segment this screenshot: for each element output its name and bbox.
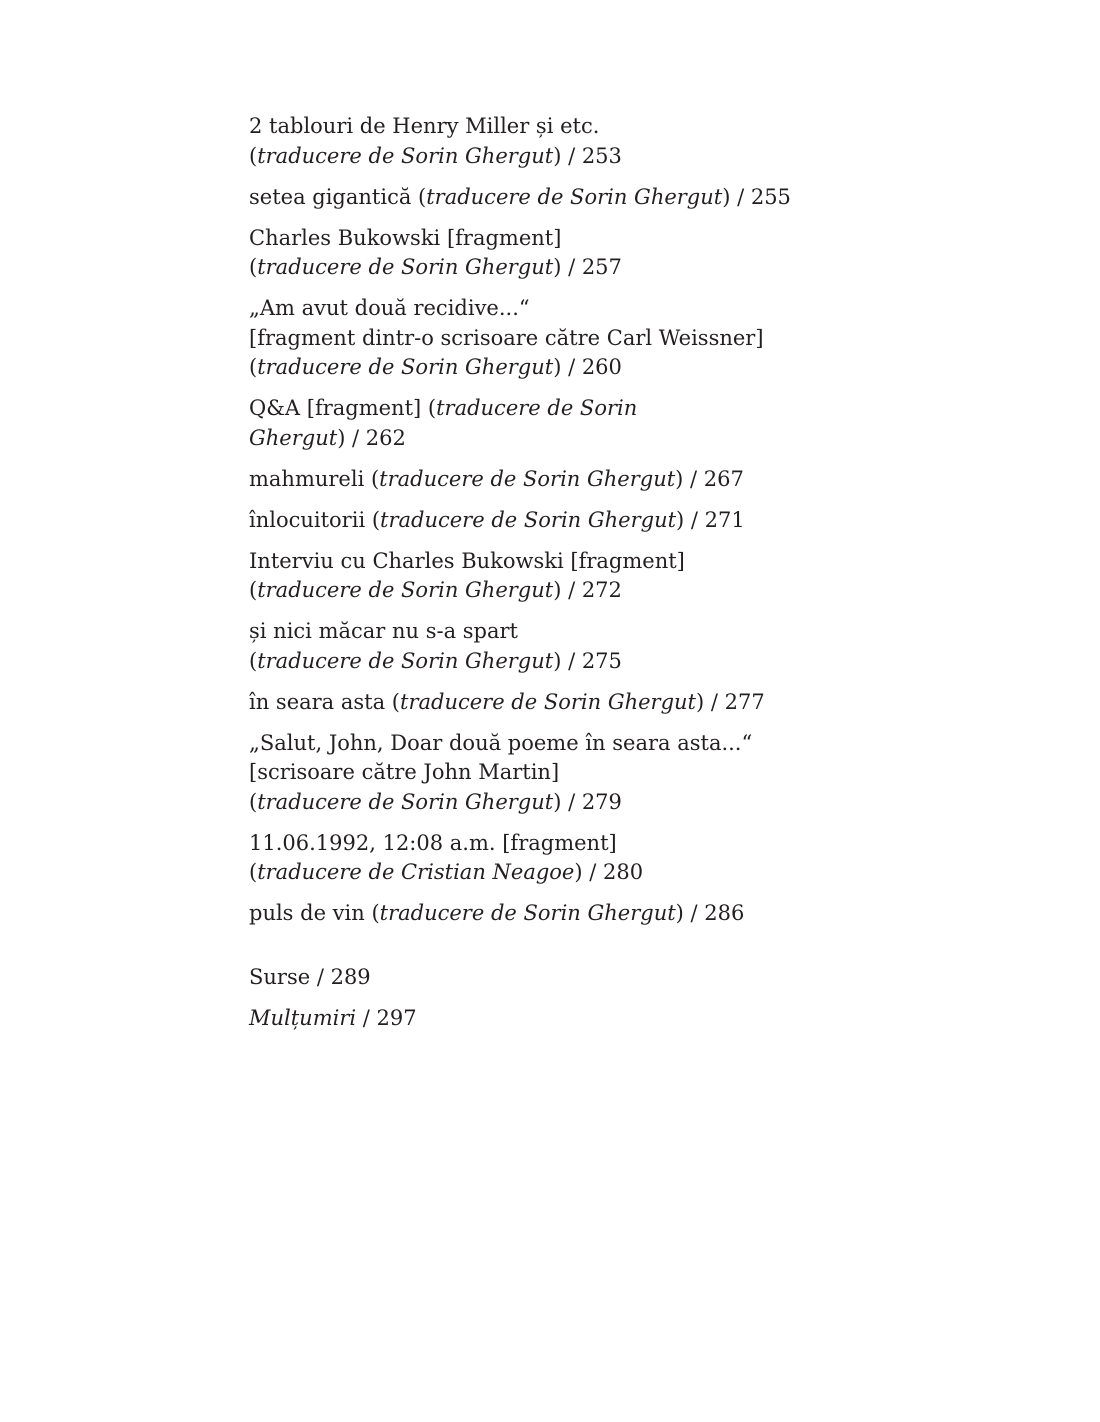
toc-italic-text: traducere de Cristian Neagoe (257, 860, 575, 884)
toc-text: ) / 275 (553, 648, 622, 673)
toc-text: ( (249, 860, 258, 884)
toc-text: setea gigantică ( (249, 184, 427, 209)
toc-text: ( (249, 789, 258, 814)
toc-text: ) / 267 (675, 466, 744, 491)
toc-entry (249, 963, 791, 993)
toc-entry-line (249, 858, 791, 888)
toc-text: 2 tablouri de Henry Miller și etc. (249, 114, 600, 138)
toc-entry-line (249, 729, 791, 759)
toc-entry (249, 547, 791, 606)
toc-entry (249, 112, 791, 171)
toc-text: ) / 277 (696, 689, 765, 714)
toc-text: „Salut, John, Doar două poeme în seara asta...“ (249, 730, 753, 755)
toc-text: ) / 286 (675, 901, 745, 925)
toc-text: ) / 257 (553, 255, 622, 279)
toc-italic-text: traducere de Sorin Ghergut (426, 184, 723, 209)
toc-entry-line (249, 617, 791, 647)
toc-text: ( (249, 255, 258, 279)
toc-entry (249, 294, 791, 383)
toc-italic-text: Mulțumiri (249, 1005, 357, 1030)
toc-text: Surse / 289 (249, 964, 371, 989)
toc-text: [scrisoare către John Martin] (249, 760, 560, 784)
toc-entry-line (249, 788, 791, 818)
toc-entry-line (249, 1004, 791, 1034)
toc-entry (249, 465, 791, 495)
toc-entry (249, 829, 791, 888)
toc-entry (249, 899, 791, 929)
toc-text: în seara asta ( (249, 689, 400, 714)
toc-italic-text: traducere de Sorin Ghergut (379, 901, 676, 925)
toc-italic-text: traducere de Sorin Ghergut (380, 507, 677, 532)
toc-text: ) / 255 (722, 184, 791, 209)
toc-text: ( (249, 355, 258, 379)
toc-text: și nici măcar nu s-a spart (249, 619, 519, 643)
toc-entry-line (249, 963, 791, 993)
toc-entry (249, 224, 791, 283)
toc-text: 11.06.1992, 12:08 a.m. [fragment] (249, 830, 617, 855)
toc-entry-line (249, 688, 791, 718)
toc-text: ) / 272 (553, 578, 622, 602)
toc-text: puls de vin ( (249, 901, 380, 925)
toc-entry (249, 394, 791, 453)
toc-italic-text: traducere de Sorin Ghergut (257, 648, 554, 673)
toc-italic-text: traducere de Sorin (436, 396, 638, 420)
toc-text: ( (249, 648, 258, 673)
toc-entry (249, 617, 791, 676)
toc-entry (249, 729, 791, 818)
toc-text: ) / 260 (553, 355, 622, 379)
toc-italic-text: traducere de Sorin Ghergut (257, 143, 554, 168)
toc-text: Charles Bukowski [fragment] (249, 225, 562, 250)
toc-entry-line (249, 506, 791, 536)
toc-text: ) / 280 (574, 860, 644, 884)
toc-text: ) / 262 (337, 425, 406, 450)
toc-text: Q&A [fragment] ( (249, 396, 437, 420)
toc-text: ( (249, 578, 258, 602)
toc-text: „Am avut două recidive...“ (249, 296, 530, 320)
toc-text: ) / 271 (676, 507, 745, 532)
toc-text: Interviu cu Charles Bukowski [fragment] (249, 548, 685, 573)
toc-italic-text: traducere de Sorin Ghergut (257, 578, 554, 602)
toc-text: ) / 279 (553, 789, 622, 814)
toc-text: ) / 253 (553, 143, 622, 168)
toc-text: ( (249, 143, 258, 168)
toc-entry-line (249, 224, 791, 254)
toc-entry-line (249, 183, 791, 213)
toc-entry (249, 183, 791, 213)
toc-entry-line (249, 294, 791, 324)
toc-entry (249, 688, 791, 718)
toc-entry-line (249, 394, 791, 424)
toc-entry (249, 1004, 791, 1034)
toc-italic-text: Ghergut (249, 425, 338, 450)
toc-text: mahmureli ( (249, 466, 380, 491)
toc-entry-line (249, 424, 791, 454)
toc-entry-line (249, 647, 791, 677)
toc-entry-line (249, 899, 791, 929)
toc-entry-line (249, 758, 791, 788)
toc-italic-text: traducere de Sorin Ghergut (257, 255, 554, 279)
toc-entry (249, 506, 791, 536)
toc-entry-line (249, 829, 791, 859)
toc-entry-line (249, 142, 791, 172)
toc-italic-text: traducere de Sorin Ghergut (257, 355, 554, 379)
toc-italic-text: traducere de Sorin Ghergut (400, 689, 696, 714)
table-of-contents (249, 112, 791, 1045)
toc-entry-line (249, 576, 791, 606)
toc-italic-text: traducere de Sorin Ghergut (257, 789, 554, 814)
toc-text: înlocuitorii ( (249, 507, 381, 532)
toc-entry-line (249, 465, 791, 495)
toc-entry-line (249, 353, 791, 383)
toc-text: [fragment dintr-o scrisoare către Carl Weissner] (249, 325, 764, 350)
toc-entry-line (249, 547, 791, 577)
toc-text: / 297 (356, 1005, 417, 1030)
toc-italic-text: traducere de Sorin Ghergut (379, 466, 676, 491)
toc-entry-line (249, 324, 791, 354)
toc-entry-line (249, 112, 791, 142)
toc-entry-line (249, 253, 791, 283)
